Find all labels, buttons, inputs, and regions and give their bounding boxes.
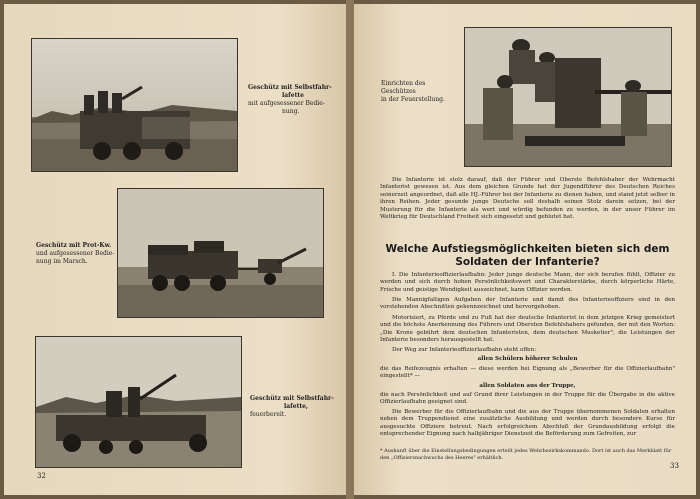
caption-body-cont: nung.	[282, 108, 300, 115]
paragraph-officer-career: I. Die Infanterieoffizierlaufbahn: Jeder junge deutsche Mann, der sich berufen fühlt, Offizier zu werden und sich durch hohen Persönlichkeitswert und Charakterstärke, durch körperliche Härte, Frische und geistige Wendigkeit auszeichnet, kann Offizier werden.	[380, 272, 675, 293]
intro-paragraph: Die Infanterie ist stolz darauf, daß der Führer und Oberste Befehlshaber der Wehrmacht Infanterist gewesen ist. Aus dem gleichen Grunde hat der Jugendführer des Deutschen Reiches seinerzeit angeordnet, daß alle HJ.-Führer bei der Infanterie zu dienen haben, und stand jetzt selber in ihren Reihen. Jeder gesunde junge Deutsche soll deshalb seinen Stolz darein setzen, bei der Musterung für die Infanterie als wert und würdig befunden zu werden, in der unser Führer im Weltkrieg für Deutschland Freiheit sich eingesetzt und geblutet hat.	[380, 177, 675, 221]
caption-photo-1	[248, 84, 340, 116]
caption-body-cont: nung im Marsch.	[36, 258, 88, 265]
paragraph-suitability: die nach Persönlichkeit und auf Grund ihrer Leistungen in der Truppe für die Übergabe in die aktive Offizierlaufbahn geeignet sind.	[380, 392, 675, 406]
page-number-left: 32	[37, 472, 46, 480]
paragraph-reifezeugnis: die das Reifezeugnis erhalten — diese werden bei Eignung als „Bewerber für die Offizierlaufbahn" eingestellt* —	[380, 366, 675, 380]
paragraph-tasks: Die Mannigfaltigen Aufgaben der Infanterie und damit des Infanterieoffiziers sind in den vorstehenden Abschnitten gekennzeichnet und hervorgehoben.	[380, 297, 675, 311]
caption-title: Geschütz mit Prot-Kw.	[36, 242, 112, 249]
caption-title: Geschütz mit Selbstfahr-	[248, 84, 332, 91]
paragraph-motorized: Motorisiert, zu Pferde und zu Fuß hat der deutsche Infanterist in dem jetzigen Krieg gemeistert und die höchste Anerkennung des Führers und Obersten Befehlshabers gefunden, der mit den Worten: „Die Krone gebührt dem deutschen Infanteristen, dem deutschen Musketier", die Leistungen der Infanterie besonders herausgestellt hat.	[380, 315, 675, 344]
photo-gun-ready-to-fire	[35, 336, 242, 468]
caption-body: feuerbereit.	[250, 411, 287, 418]
photo-gun-crew	[464, 27, 672, 167]
caption-title: Geschütz mit Selbstfahr-	[250, 395, 334, 402]
path-schools: allen Schülern höherer Schulen	[477, 356, 578, 362]
caption-title-cont: lafette	[282, 92, 304, 99]
photo-towed-gun-march	[117, 188, 324, 318]
paragraph-path: Der Weg zur Infanterieoffizierlaufbahn steht offen:	[392, 347, 537, 353]
footnote: * Auskunft über die Einstellungsbedingungen erteilt jedes Wehrbezirkskommando. Dort ist auch das Merkblatt für den „Offiziersnachwuchs des Heeres" erhältlich.	[380, 448, 672, 461]
caption-body: und aufgesessener Bedie-	[36, 250, 115, 257]
caption-line-2: in der Feuerstellung.	[381, 96, 445, 103]
caption-photo-right	[381, 80, 461, 104]
caption-photo-3	[250, 395, 342, 419]
section-heading: Welche Aufstiegsmöglichkeiten bieten sich dem Soldaten der Infanterie?	[385, 243, 670, 268]
photo-vehicle-with-crew	[31, 38, 238, 172]
caption-body: mit aufgesessener Bedie-	[248, 100, 325, 107]
caption-line-1: Einrichten des Geschützes	[381, 80, 426, 95]
paragraph-training: Die Bewerber für die Offizierlaufbahn und die aus der Truppe übernommenen Soldaten erhalten neben dem Truppendienst eine zusätzliche Ausbildung und werden durch besondere Kurse für ausgesuchte Offiziere betreut. Nach erfolgreichem Abschluß der Grundausbildung erfolgt die entsprechender Eignung nach halbjähriger Dienstzeit die Beförderung zum Gefreiten, zur	[380, 409, 675, 438]
path-soldiers: allen Soldaten aus der Truppe,	[479, 383, 576, 389]
page-number-right: 33	[670, 462, 679, 470]
caption-photo-2	[36, 242, 126, 266]
caption-title-cont: lafette,	[284, 403, 309, 410]
book-gutter	[346, 0, 354, 499]
